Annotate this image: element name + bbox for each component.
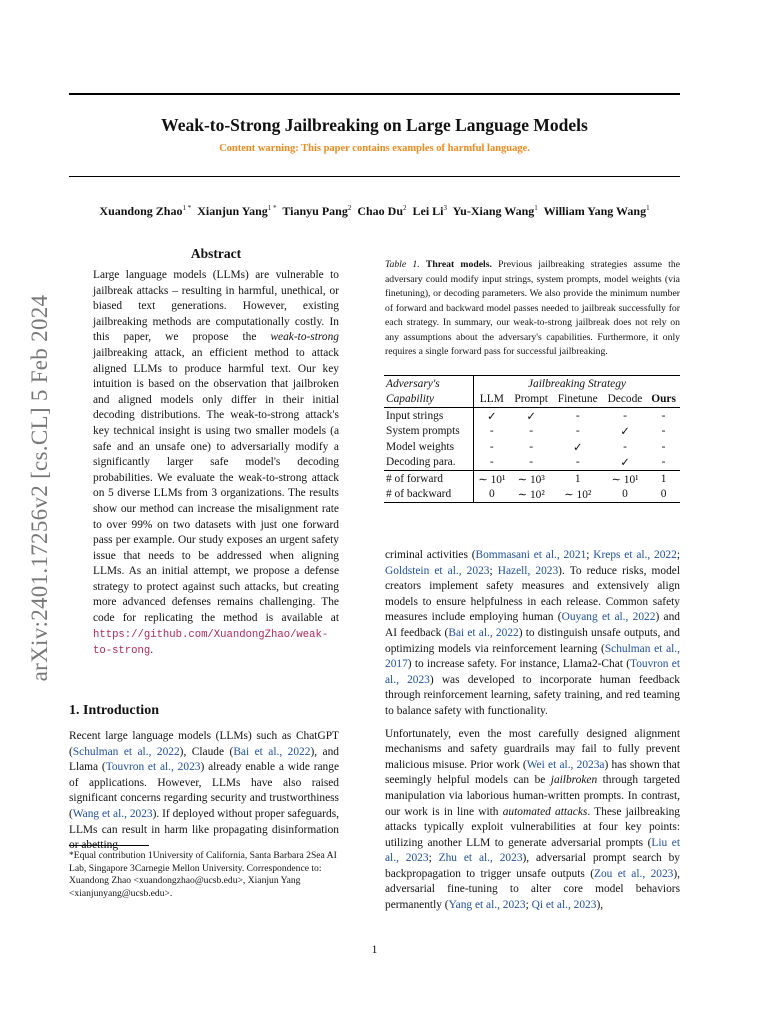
table-cell: - (489, 456, 494, 469)
table-cell: ∼ 10² (510, 487, 553, 503)
footnote-rule (69, 845, 149, 846)
row-label: # of backward (384, 487, 473, 503)
row-header: Capability (384, 392, 473, 408)
table-cell: - (647, 408, 680, 424)
section-heading: 1. Introduction (69, 703, 159, 718)
table-cell: - (623, 440, 627, 453)
group-header: Jailbreaking Strategy (473, 376, 680, 392)
table-cell: - (661, 425, 666, 438)
column-header: Finetune (557, 393, 598, 406)
table-cell: 1 (647, 471, 680, 487)
abstract-heading: Abstract (190, 246, 242, 261)
citation-link[interactable]: Zou et al., 2023 (594, 867, 674, 880)
table-cell: ∼ 10¹ (473, 471, 509, 487)
author: Chao Du (357, 204, 404, 218)
author: Tianyu Pang (282, 204, 348, 218)
table-cell: - (489, 425, 494, 438)
table-cell: 1 (553, 471, 603, 487)
introduction (69, 703, 339, 854)
table-cell: - (529, 456, 534, 469)
citation-link[interactable]: Schulman et al., 2022 (72, 745, 180, 758)
author: Xuandong Zhao (99, 204, 183, 218)
table-cell: - (661, 456, 666, 469)
table-cell: 0 (647, 487, 680, 503)
code-link[interactable]: https://github.com/XuandongZhao/weak-to-strong (93, 628, 329, 658)
table-cell: ∼ 10² (553, 487, 603, 503)
citation-link[interactable]: Schulman et al., 2017 (385, 642, 681, 671)
citation-link[interactable]: Touvron et al., 2023 (385, 658, 680, 686)
table-cell: ∼ 10¹ (603, 471, 647, 487)
column-header: Ours (651, 393, 676, 406)
citation-link[interactable]: Zhu et al., 2023 (438, 852, 523, 865)
table-cell: - (489, 440, 494, 453)
row-label: System prompts (384, 424, 473, 440)
arxiv-stamp: arXiv:2401.17256v2 [cs.CL] 5 Feb 2024 (27, 294, 52, 682)
citation-link[interactable]: Hazell, 2023 (497, 564, 559, 577)
citation-link[interactable]: Touvron et al., 2023 (105, 761, 201, 774)
author: William Yang Wang (543, 204, 647, 218)
content-warning: Content warning: This paper contains examples of harmful language. (219, 143, 530, 154)
citation-link[interactable]: Liu et al., 2023 (385, 836, 680, 865)
table-cell: - (661, 440, 666, 453)
table-cell: - (529, 425, 534, 438)
top-rule (69, 93, 680, 95)
table-cell: - (575, 425, 580, 438)
author: Yu-Xiang Wang (452, 204, 535, 218)
table-cell: ✓ (620, 426, 630, 439)
page-number: 1 (371, 944, 378, 956)
abstract (93, 246, 339, 660)
table-cell: - (529, 440, 534, 453)
column-header: Prompt (514, 393, 548, 406)
citation-link[interactable]: Kreps et al., 2022 (593, 549, 677, 561)
row-label: Model weights (384, 439, 473, 455)
paragraph: Unfortunately, even the most carefully designed alignment mechanisms and safety guardrails may fail to fully prevent malicious misuse. Prior work (Wei et al., 2023a) has shown that seemingly helpful models can be jailbroken through targeted manipulation via laborious human-written prompts. In contrast, our work is in line with automated attacks. These jailbreaking attacks typically exploit vulnerabilities at four key points: utilizing another LLM to generate adversarial prompts (Liu et al., 2023; Zhu et al., 2023), adversarial prompt search by backpropagation to trigger unsafe outputs (Zou et al., 2023), adversarial fine-tuning to alter core model behaviors permanently (Yang et al., 2023; Qi et al., 2023), (385, 727, 681, 912)
right-column-text (385, 548, 680, 914)
table-cell: - (553, 408, 603, 424)
citation-link[interactable]: Wang et al., 2023 (72, 807, 153, 820)
row-label: # of forward (384, 471, 473, 487)
table-cell: ✓ (473, 408, 509, 424)
paper-title: Weak-to-Strong Jailbreaking on Large Language Models (161, 115, 588, 135)
column-header: Decode (607, 393, 643, 406)
column-header: LLM (479, 393, 504, 406)
threat-model-table (384, 375, 680, 503)
row-header: Adversary's (384, 376, 473, 392)
author: Lei Li (412, 204, 444, 218)
abstract-text: Large language models (LLMs) are vulnerable to jailbreak attacks – resulting in harmful, unethical, or biased text generations. However, existing jailbreaking methods are computationally costly. In this paper, we propose the weak-to-strong jailbreaking attack, an efficient method to attack aligned LLMs to produce harmful text. Our key intuition is based on the observation that jailbroken and aligned models only differ in their initial decoding distributions. The weak-to-strong attack's key technical insight is using two smaller models (a safe and an unsafe one) to adversarially modify a significantly larger safe model's decoding probabilities. We evaluate the weak-to-strong attack on 5 diverse LLMs from 3 organizations. The results show our method can increase the misalignment rate to over 99% on two datasets with just one forward pass per example. Our study exposes an urgent safety issue that needs to be addressed when aligning LLMs. As an initial attempt, we propose a defense strategy to protect against such attacks, but creating more advanced defenses remains challenging. The code for replicating the method is available at https://github.com/XuandongZhao/weak-to-strong. (93, 269, 339, 658)
table-cell: 0 (603, 487, 647, 503)
table-cell: ✓ (510, 408, 553, 424)
author: Xianjun Yang (197, 204, 268, 218)
row-label: Input strings (384, 408, 473, 424)
citation-link[interactable]: Ouyang et al., 2022 (561, 611, 656, 624)
table-cell: ✓ (572, 441, 583, 454)
citation-link[interactable]: Qi et al., 2023 (531, 899, 597, 912)
citation-link[interactable]: Bai et al., 2022 (233, 745, 311, 758)
row-label: Decoding para. (384, 455, 473, 471)
table-caption: Table 1. Threat models. Previous jailbreaking strategies assume the adversary could modify input strings, system prompts, model weights (via finetuning), or decoding parameters. We also provide the minimum number of forward and backward model passes needed to jailbreak successfully for each strategy. In summary, our weak-to-strong jailbreak does not rely on any assumptions about the adversary's capabilities. Furthermore, it only requires a single forward pass for successful jailbreaking. (385, 259, 681, 357)
title-bottom-rule (69, 176, 680, 177)
citation-link[interactable]: Goldstein et al., 2023 (385, 564, 490, 577)
table-cell: ✓ (620, 457, 630, 470)
citation-link[interactable]: Bai et al., 2022 (448, 626, 519, 639)
table-cell: 0 (473, 487, 509, 503)
author-list: Xuandong Zhao$^{1 *}$ Xianjun Yang$^{1 *}$ Tianyu Pang$^2$ Chao Du$^2$ Lei Li$^3$ Yu-Xiang Wang$^1$ William Yang Wang$^1$ (99, 204, 650, 218)
footnote: *Equal contribution 1University of California, Santa Barbara 2Sea AI Lab, Singapore 3Carnegie Mellon University. Correspondence to: Xuandong Zhao <xuandongzhao@ucsb.edu>, Xianjun Yang <xianjunyang@ucsb.edu>. (69, 850, 337, 899)
citation-link[interactable]: Yang et al., 2023 (448, 899, 526, 912)
intro-text: Recent large language models (LLMs) such as ChatGPT (Schulman et al., 2022), Claude (Bai et al., 2022), and Llama (Touvron et al., 2023) already enable a wide range of applications. However, LLMs have also raised significant concerns regarding security and trustworthiness (Wang et al., 2023). If deployed without proper safeguards, LLMs can result in harm like propagating disinformation or abetting (69, 730, 340, 852)
table-cell: ∼ 10³ (510, 471, 553, 487)
citation-link[interactable]: Bommasani et al., 2021 (475, 549, 587, 561)
table-cell: - (603, 408, 647, 424)
citation-link[interactable]: Wei et al., 2023a (526, 758, 605, 771)
table-cell: - (575, 456, 580, 469)
paragraph: criminal activities (Bommasani et al., 2021; Kreps et al., 2022; Goldstein et al., 2023; Hazell, 2023). To reduce risks, model creators implement safety measures and extensively align models to ensure helpfulness in each release. Common safety measures include employing human (Ouyang et al., 2022) and AI feedback (Bai et al., 2022) to distinguish unsafe outputs, and optimizing models via reinforcement learning (Schulman et al., 2017) to increase safety. For instance, Llama2-Chat (Touvron et al., 2023) was developed to incorporate human feedback through reinforcement learning, safety training, and red teaming to balance safety with functionality. (385, 549, 681, 717)
